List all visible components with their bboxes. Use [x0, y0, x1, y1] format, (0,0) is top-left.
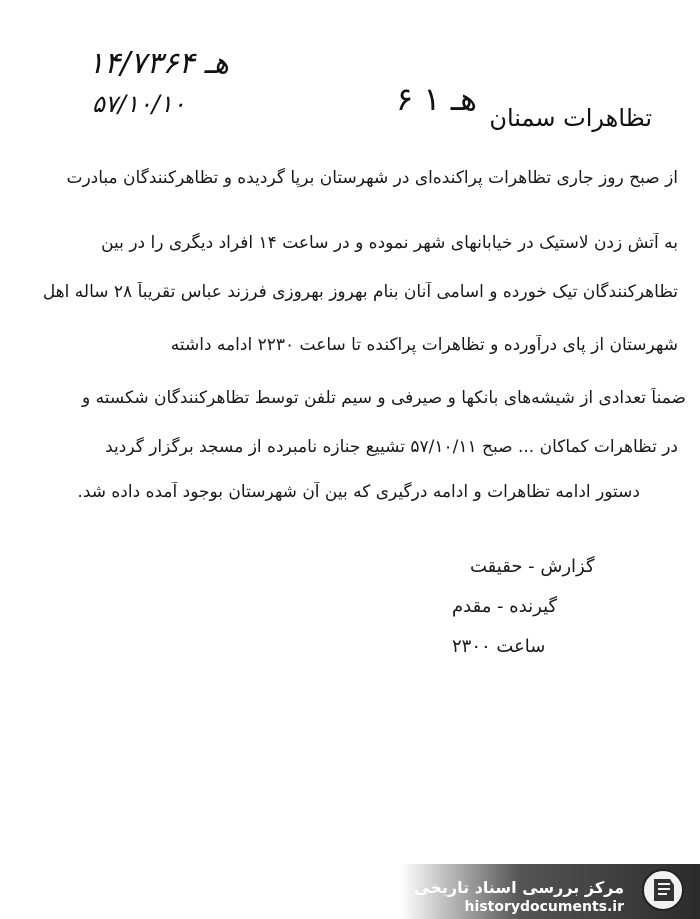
document-number: ۱۴/۷۳۶۴ هـ	[88, 46, 229, 81]
signature-reporter: گزارش - حقیقت	[470, 556, 595, 577]
body-line: از صبح روز جاری تظاهرات پراکنده‌ای در شهرستان برپا گردیده و تظاهرکنندگان مبادرت	[66, 168, 678, 188]
watermark-url: historydocuments.ir	[464, 899, 624, 915]
watermark-banner	[400, 864, 700, 919]
body-line: تظاهرکنندگان تیک خورده و اسامی آنان بنام بهروز بهروزی فرزند عباس تقریباً ۲۸ ساله اهل	[42, 282, 678, 302]
signature-receiver: گیرنده - مقدم	[452, 596, 558, 617]
body-line: دستور ادامه تظاهرات و ادامه درگیری که بین آن شهرستان بوجود آمده داده شد.	[77, 482, 640, 502]
body-line: به آتش زدن لاستیک در خیابانهای شهر نموده و در ساعت ۱۴ افراد دیگری را در بین	[101, 233, 678, 253]
document-reference: ۶ ۱ هـ	[396, 80, 477, 118]
watermark-title: مرکز بررسی اسناد تاریخی	[414, 878, 624, 897]
document-title: تظاهرات سمنان	[489, 104, 652, 132]
body-line: شهرستان از پای درآورده و تظاهرات پراکنده تا ساعت ۲۲۳۰ ادامه داشته	[170, 335, 678, 355]
document-date: ۵۷/۱۰/۱۰	[92, 90, 186, 118]
body-line: در تظاهرات کماکان ... صبح ۵۷/۱۰/۱۱ تشییع جنازه نامبرده از مسجد برگزار گردید	[105, 437, 678, 457]
archive-logo-icon	[640, 867, 686, 913]
signature-time: ساعت ۲۳۰۰	[452, 636, 546, 657]
body-line: ضمناً تعدادی از شیشه‌های بانکها و صیرفی و سیم تلفن توسط تظاهرکنندگان شکسته و	[82, 388, 686, 408]
